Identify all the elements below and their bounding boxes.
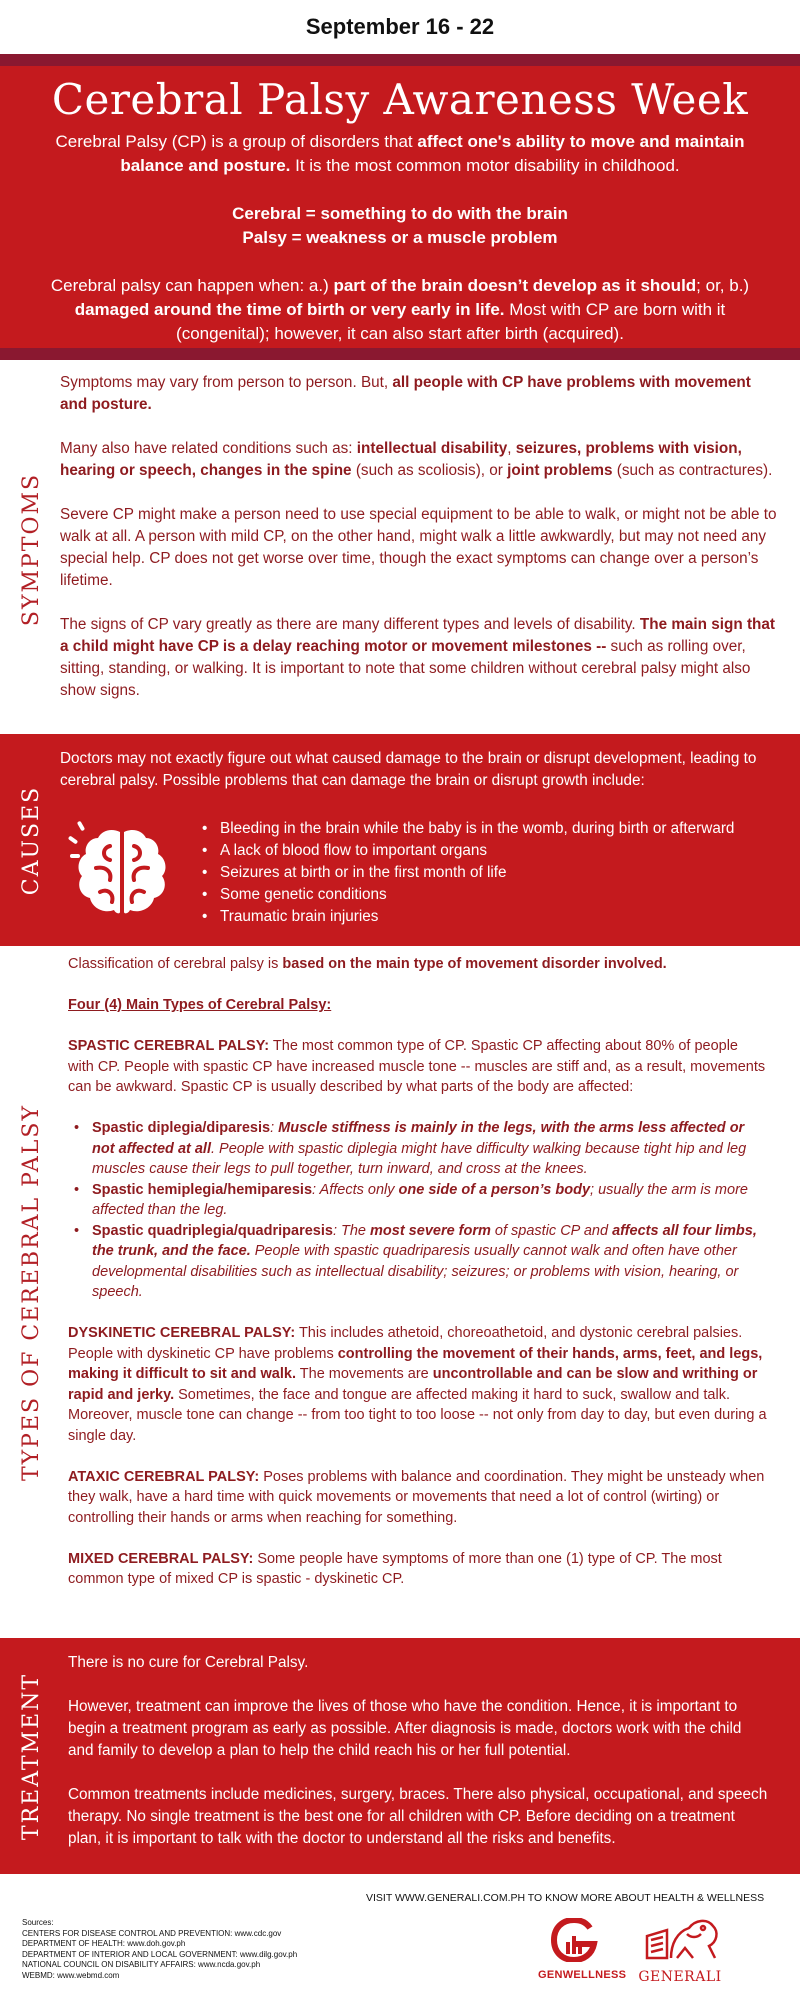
dyskinetic-description: People with dyskinetic CP have problems controlling the movement of their hands, arms, feet, and legs, making it difficult to sit and walk. The movements are uncontrollable and can be slow and writhing or rapid and jerky. Sometimes, the face and tongue are affected making it hard to suck, swallow and talk. Moreover, muscle tone can change -- from too tight to too loose -- not only from day to day, but even during a single day. xyxy=(68,1345,767,1444)
page-title: Cerebral Palsy Awareness Week xyxy=(51,75,749,124)
date-range: September 16 - 22 xyxy=(305,14,495,39)
definition-cerebral: Cerebral = something to do with the brain xyxy=(232,204,568,223)
mixed-description: MIXED CEREBRAL PALSY: Some people have symptoms of more than one (1) type of CP. The most common type of mixed CP is spastic - dyskinetic CP. xyxy=(68,1550,722,1587)
generali-logo-text: GENERALI xyxy=(638,1969,722,1985)
causes-label: CAUSES xyxy=(19,785,45,895)
hero-when: Cerebral palsy can happen when: a.) part of the brain doesn’t develop as it should; or, b.) damaged around the time of birth or very early in life. Most with CP are born with it (congenital); however, it can also start after birth (acquired). xyxy=(50,276,750,343)
list-item: • Spastic hemiplegia/hemiparesis: Affects only one side of a person’s body; usually the arm is more affected than the leg. xyxy=(92,1180,768,1221)
hero-intro: Cerebral Palsy (CP) is a group of disorders that affect one's ability to move and maintain balance and posture. It is the most common motor disability in childhood. xyxy=(55,132,745,175)
causes-list xyxy=(200,818,780,928)
list-item: • A lack of blood flow to important organs xyxy=(200,840,780,862)
treatment-label: TREATMENT xyxy=(19,1672,45,1840)
treatment-p2: However, treatment can improve the lives of those who have the condition. Hence, it is important to begin a treatment program as early as possible. After diagnosis is made, doctors work with the child and family to develop a plan to help the child reach his or her full potential. xyxy=(68,1698,742,1759)
treatment-p3: Common treatments include medicines, surgery, braces. There also physical, occupational, and speech therapy. No single treatment is the best one for all children with CP. Before deciding on a treatment plan, it is important to talk with the doctor to understand all the risks and benefits. xyxy=(68,1786,768,1847)
spastic-description: with CP. People with spastic CP have increased muscle tone -- muscles are stiff and, as a result, movements can be awkward. Spastic CP is usually described by what parts of the body are affected: xyxy=(68,1058,766,1095)
symptoms-p4: The signs of CP vary greatly as there are many different types and levels of disability. The main sign that a child might have CP is a delay reaching motor or movement milestones -- such as rolling over, sitting, standing, or walking. It is important to note that some children without cerebral palsy might also show signs. xyxy=(60,616,776,699)
footer xyxy=(0,1874,800,2000)
symptoms-section xyxy=(0,364,800,734)
causes-intro: Doctors may not exactly figure out what caused damage to the brain or disrupt development, leading to cerebral palsy. Possible problems that can damage the brain or disrupt growth include: xyxy=(60,750,757,789)
types-classification: Classification of cerebral palsy is based on the main type of movement disorder involved. xyxy=(68,956,667,972)
symptoms-p3: Severe CP might make a person need to use special equipment to be able to walk, or might not be able to walk at all. A person with mild CP, on the other hand, might walk a little awkwardly, but may not need any special help. CP does not get worse over time, though the exact symptoms can change over a person’s lifetime. xyxy=(60,506,777,589)
definition-palsy: Palsy = weakness or a muscle problem xyxy=(242,228,558,247)
hero-banner xyxy=(0,66,800,348)
symptoms-p2: Many also have related conditions such as: intellectual disability, seizures, problems with vision, hearing or speech, changes in the spine (such as scoliosis), or joint problems (such as contractures). xyxy=(60,440,773,479)
date-header xyxy=(0,0,800,54)
symptoms-label: SYMPTOMS xyxy=(19,472,45,626)
symptoms-p1: Symptoms may vary from person to person. But, all people with CP have problems with movement and posture. xyxy=(60,374,751,413)
hero-bottom-stripe xyxy=(0,348,800,360)
top-stripe xyxy=(0,54,800,66)
types-heading: Four (4) Main Types of Cerebral Palsy: xyxy=(68,997,332,1013)
list-item: • Traumatic brain injuries xyxy=(200,906,780,928)
visit-link-text[interactable]: VISIT WWW.GENERALI.COM.PH TO KNOW MORE ABOUT HEALTH & WELLNESS xyxy=(366,1892,765,1904)
list-item: • Some genetic conditions xyxy=(200,884,780,906)
spastic-intro: SPASTIC CEREBRAL PALSY: The most common type of CP. Spastic CP affecting about 80% of people xyxy=(68,1038,738,1054)
list-item: • Seizures at birth or in the first month of life xyxy=(200,862,780,884)
brain-icon xyxy=(66,816,176,926)
causes-section xyxy=(0,734,800,946)
list-item: • Spastic diplegia/diparesis: Muscle stiffness is mainly in the legs, with the arms less affected or not affected at all. People with spastic diplegia might have difficulty walking because tight hip and leg muscles cause their legs to pull together, turn inward, and cross at the knees. xyxy=(92,1118,768,1180)
ataxic-description: ATAXIC CEREBRAL PALSY: Poses problems with balance and coordination. They might be unsteady when they walk, have a hard time with quick movements or movements that need a lot of control (wirting) or controlling their hands or arms when reaching for something. xyxy=(68,1468,765,1526)
list-item: • Bleeding in the brain while the baby is in the womb, during birth or afterward xyxy=(200,818,780,840)
types-label: TYPES OF CEREBRAL PALSY xyxy=(19,1103,45,1481)
sources-list: Sources: CENTERS FOR DISEASE CONTROL AND PREVENTION: www.cdc.gov DEPARTMENT OF HEALTH: www.doh.gov.ph DEPARTMENT OF INTERIOR AND LOCAL GOVERNMENT: www.dilg.gov.ph NATIONAL COUNCIL ON DISABILITY AFFAIRS: www.ncda.gov.ph WEBMD: www.webmd.com xyxy=(22,1918,298,1980)
genwellness-logo-text: GENWELLNESS xyxy=(538,1969,627,1981)
genwellness-logo xyxy=(538,1918,627,1981)
treatment-p1: There is no cure for Cerebral Palsy. xyxy=(68,1654,309,1671)
lion-icon xyxy=(637,1914,723,1964)
treatment-section xyxy=(0,1638,800,1874)
spastic-subtypes xyxy=(68,1118,768,1303)
types-section xyxy=(0,946,800,1638)
generali-logo xyxy=(628,1914,732,1985)
dyskinetic-intro: DYSKINETIC CEREBRAL PALSY: This includes athetoid, choreoathetoid, and dystonic cerebral palsies. xyxy=(68,1325,743,1341)
list-item: • Spastic quadriplegia/quadriparesis: The most severe form of spastic CP and affects all four limbs, the trunk, and the face. People with spastic quadriparesis usually cannot walk and often have other developmental disabilities such as intellectual disability; seizures; or problems with vision, hearing, or speech. xyxy=(92,1221,768,1303)
genwellness-logo-icon xyxy=(550,1918,598,1962)
